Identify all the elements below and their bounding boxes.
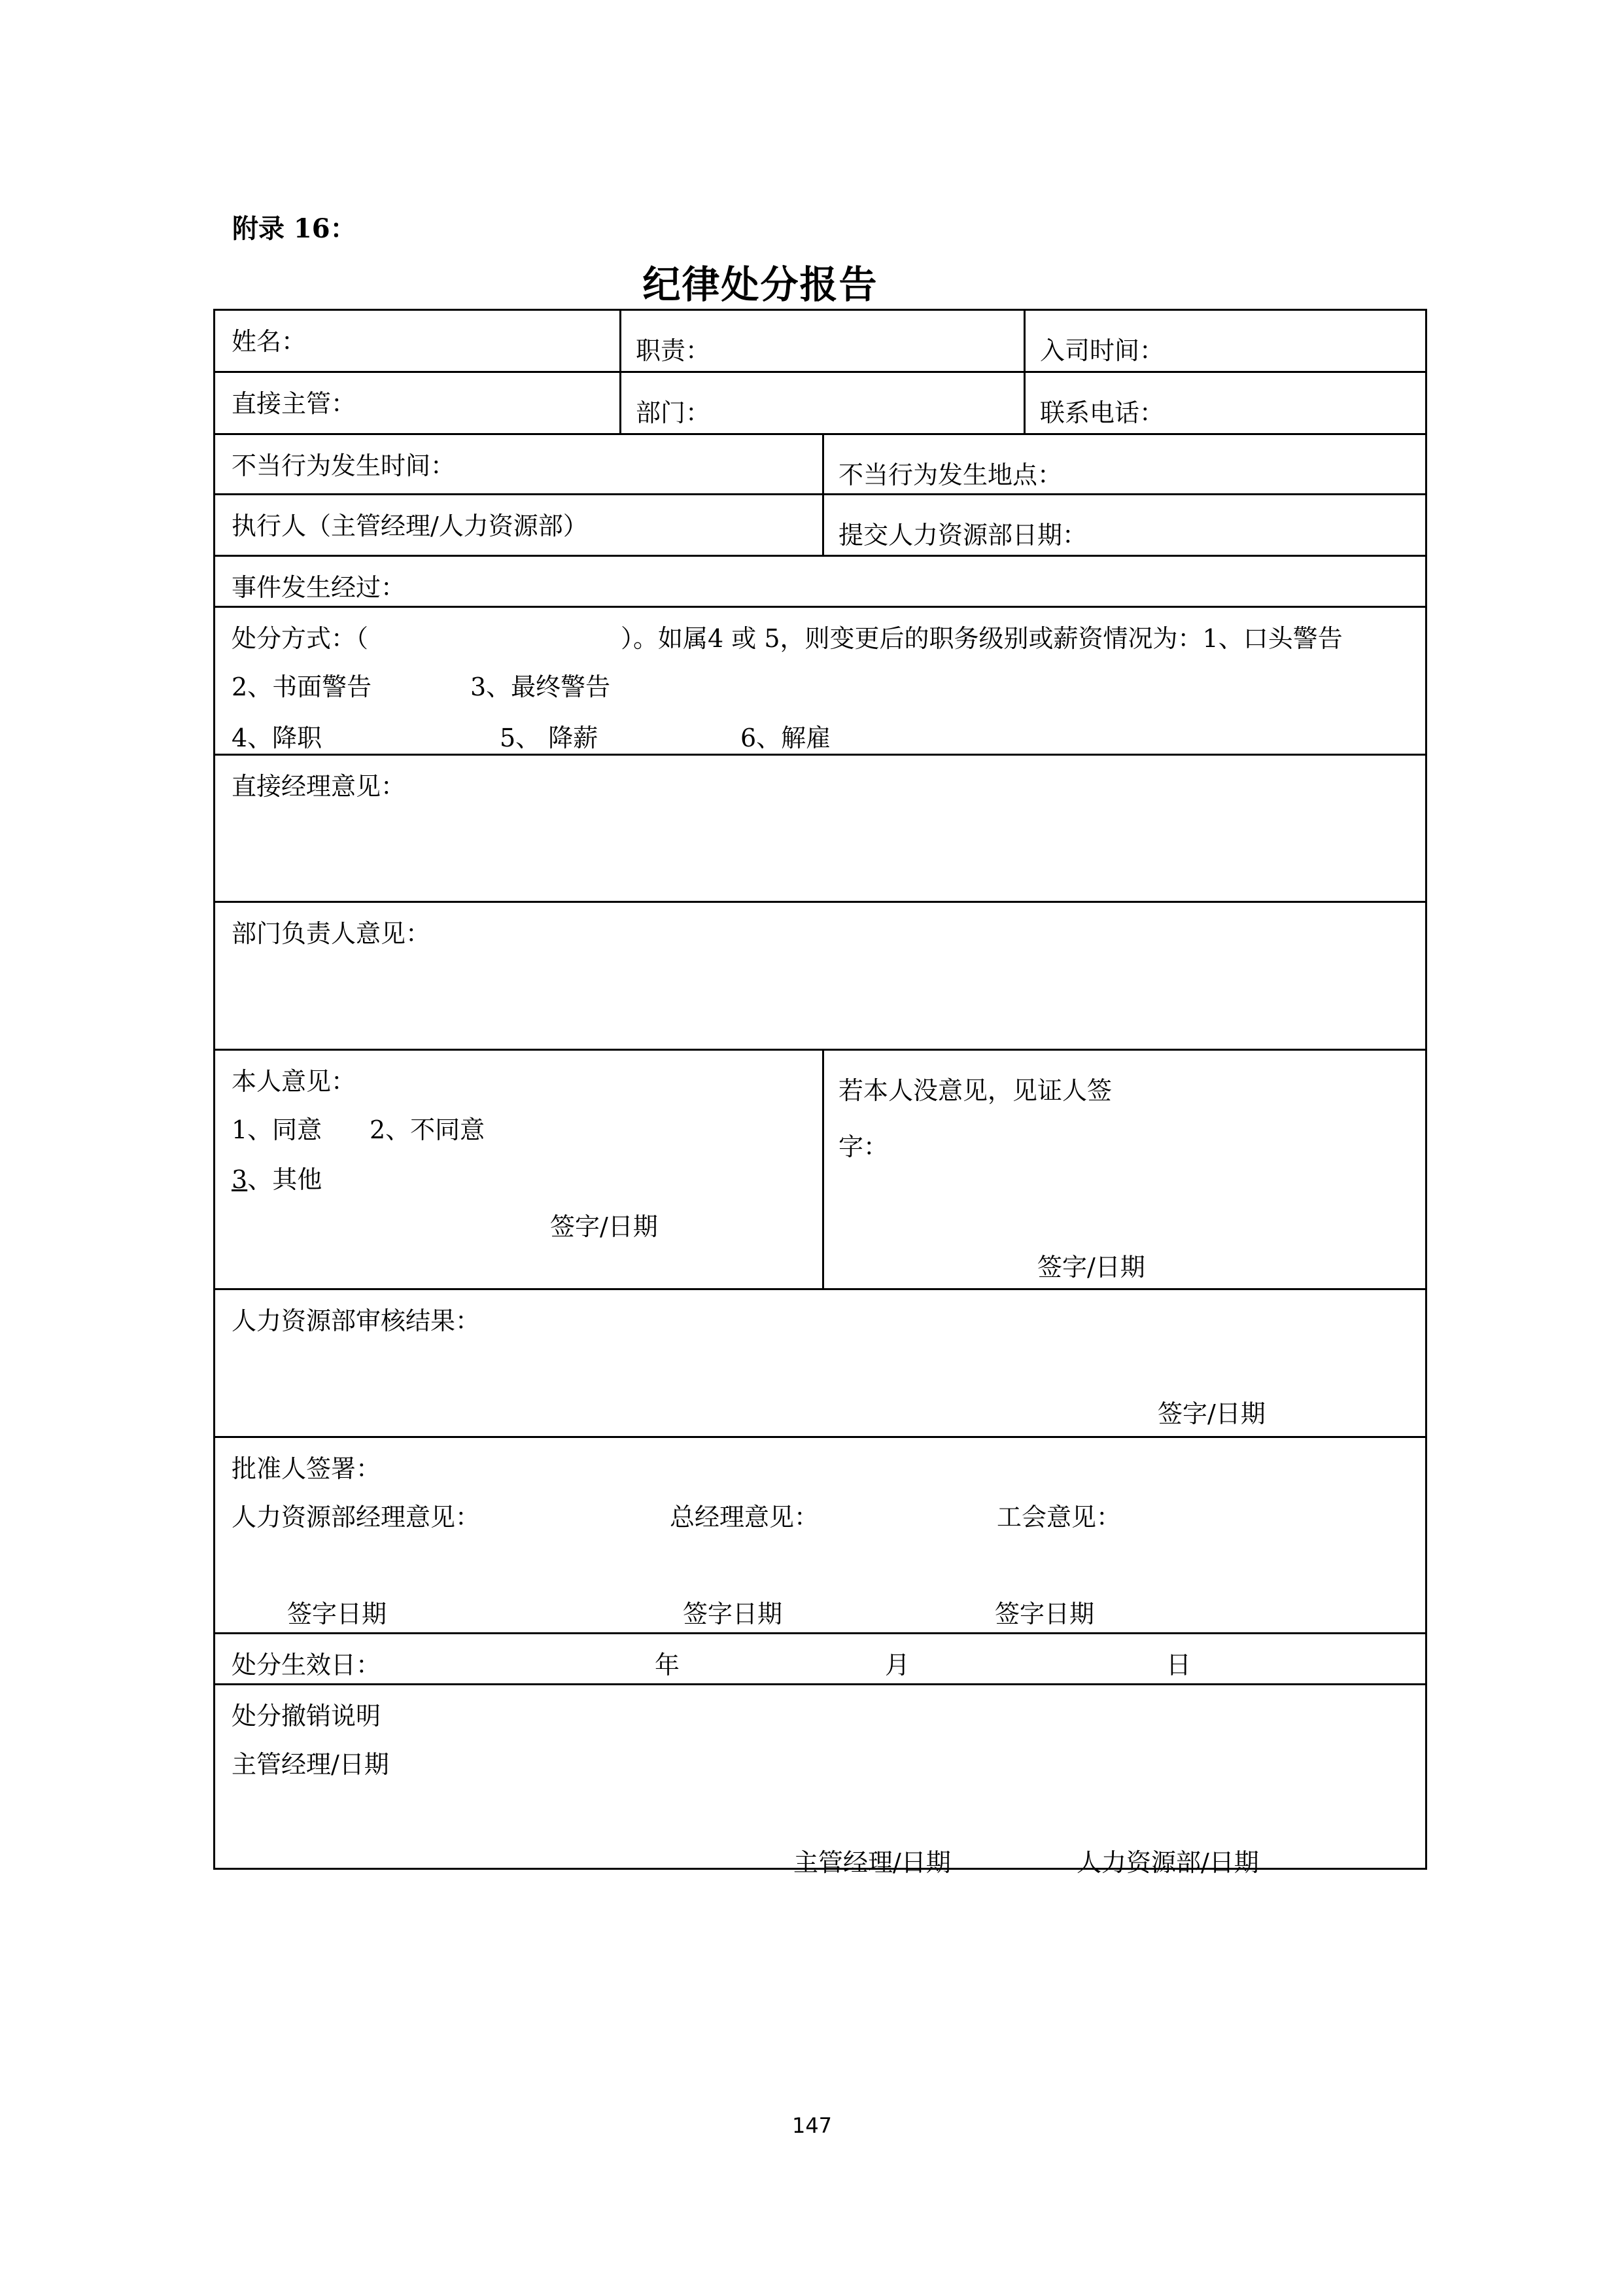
cell-misconduct-time[interactable]	[215, 435, 822, 495]
misconduct-time-label: 不当行为发生时间：	[232, 451, 456, 480]
revoke-sign-supervisor: 主管经理/日期	[793, 1848, 951, 1877]
month-label: 月	[885, 1651, 910, 1679]
revoke-supervisor-label: 主管经理/日期	[232, 1750, 389, 1779]
cell-submit-hr-date[interactable]	[822, 495, 1425, 557]
direct-supervisor-label: 直接主管：	[232, 389, 356, 418]
approver-label: 批准人签署：	[232, 1454, 381, 1483]
direct-manager-opinion-label: 直接经理意见：	[232, 772, 406, 801]
row-revoke[interactable]	[215, 1683, 1425, 1877]
cell-phone[interactable]	[1024, 373, 1425, 435]
form-title: 纪律处分报告	[642, 262, 878, 307]
executor-label: 执行人（主管经理/人力资源部）	[232, 512, 588, 540]
year-label: 年	[655, 1651, 680, 1679]
union-sign-date: 签字日期	[995, 1600, 1095, 1628]
row-dept-head-opinion[interactable]	[215, 901, 1425, 1051]
self-option-3-text: 、其他	[247, 1165, 322, 1194]
misconduct-place-label: 不当行为发生地点：	[838, 461, 1063, 489]
row-basic-info-2	[215, 371, 1425, 435]
discipline-report-form	[213, 309, 1427, 1877]
gm-sign-date: 签字日期	[683, 1600, 783, 1628]
incident-label: 事件发生经过：	[232, 573, 406, 602]
cell-self-opinion[interactable]	[215, 1051, 822, 1290]
row-penalty-method	[215, 606, 1425, 756]
submit-hr-date-label: 提交人力资源部日期：	[838, 521, 1088, 550]
name-label: 姓名：	[232, 327, 307, 356]
penalty-option-2[interactable]: 2、书面警告	[232, 673, 372, 701]
phone-label: 联系电话：	[1040, 398, 1165, 427]
appendix-label: 附录 16：	[232, 213, 356, 244]
revoke-label: 处分撤销说明	[232, 1702, 381, 1730]
row-basic-info-1	[215, 311, 1425, 371]
cell-duty[interactable]	[619, 311, 1026, 371]
union-opinion-label[interactable]: 工会意见：	[997, 1503, 1122, 1532]
gm-opinion-label[interactable]: 总经理意见：	[670, 1503, 820, 1532]
hr-manager-sign-date: 签字日期	[287, 1600, 387, 1628]
row-incident[interactable]	[215, 555, 1425, 608]
cell-join-date[interactable]	[1024, 311, 1425, 371]
penalty-suffix: ）。如属4 或 5，则变更后的职务级别或薪资情况为：1、口头警告	[621, 624, 1343, 653]
row-effective-date[interactable]	[215, 1632, 1425, 1685]
hr-review-label: 人力资源部审核结果：	[232, 1306, 481, 1335]
cell-executor[interactable]	[215, 495, 822, 557]
department-label: 部门：	[636, 398, 711, 427]
self-option-3-number: 3	[232, 1165, 248, 1194]
penalty-option-6[interactable]: 6、解雇	[740, 724, 831, 752]
self-option-2[interactable]: 2、不同意	[370, 1115, 485, 1144]
witness-line-2: 字：	[838, 1132, 889, 1161]
self-opinion-label: 本人意见：	[232, 1067, 356, 1096]
penalty-prefix: 处分方式：（	[232, 624, 369, 653]
page-number: 147	[791, 2113, 833, 2138]
cell-department[interactable]	[619, 373, 1026, 435]
self-option-3[interactable]	[232, 1159, 322, 1195]
revoke-sign-hr: 人力资源部/日期	[1077, 1848, 1259, 1877]
effective-date-label: 处分生效日：	[232, 1651, 381, 1679]
row-hr-review[interactable]	[215, 1288, 1425, 1438]
dept-head-opinion-label: 部门负责人意见：	[232, 919, 431, 948]
penalty-option-4[interactable]: 4、降职	[232, 724, 322, 752]
row-executor	[215, 493, 1425, 557]
row-self-opinion	[215, 1049, 1425, 1290]
hr-review-sign-date: 签字/日期	[1158, 1399, 1266, 1428]
join-date-label: 入司时间：	[1040, 336, 1165, 365]
cell-name[interactable]	[215, 311, 619, 371]
duty-label: 职责：	[636, 336, 711, 365]
day-label: 日	[1166, 1651, 1192, 1679]
witness-sign-date: 签字/日期	[1037, 1253, 1145, 1282]
row-direct-manager-opinion[interactable]	[215, 754, 1425, 903]
hr-manager-opinion-label[interactable]: 人力资源部经理意见：	[232, 1503, 481, 1532]
cell-direct-supervisor[interactable]	[215, 373, 619, 435]
penalty-option-3[interactable]: 3、最终警告	[470, 673, 611, 701]
penalty-option-5[interactable]: 5、 降薪	[500, 724, 598, 752]
row-approvers	[215, 1436, 1425, 1634]
cell-misconduct-place[interactable]	[822, 435, 1425, 495]
self-option-1[interactable]: 1、同意	[232, 1115, 322, 1144]
row-misconduct-time-place	[215, 433, 1425, 495]
self-sign-date: 签字/日期	[550, 1212, 658, 1241]
cell-witness[interactable]	[822, 1051, 1425, 1290]
witness-line-1: 若本人没意见，见证人签	[838, 1076, 1113, 1105]
